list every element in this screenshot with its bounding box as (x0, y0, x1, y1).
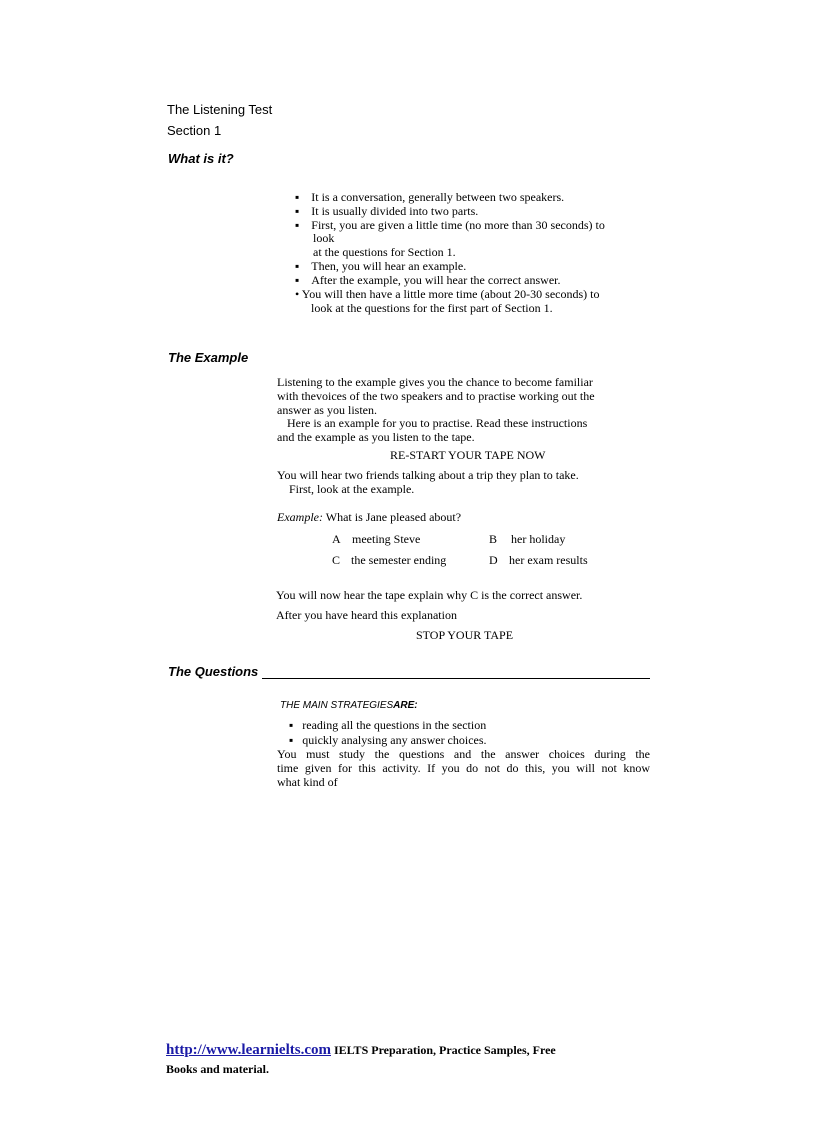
paragraph-line: what kind of (277, 775, 338, 789)
list-item-continuation: look at the questions for the first part of Section 1. (311, 301, 553, 315)
paragraph-line: You will hear two friends talking about a trip they plan to take. (277, 468, 579, 482)
footer (166, 1041, 556, 1059)
choice-letter: A (332, 532, 341, 546)
paragraph-line: time given for this activity. If you do not do this, you will not know (277, 761, 650, 775)
list-item: ▪ quickly analysing any answer choices. (289, 733, 487, 747)
paragraph-line: First, look at the example. (289, 482, 415, 496)
example-label: Example: (277, 510, 323, 524)
paragraph-line: Listening to the example gives you the chance to become familiar (277, 375, 593, 389)
choice-text: the semester ending (351, 553, 447, 567)
strategies-label: THE MAIN STRATEGIESARE: (280, 700, 418, 711)
section-rule (262, 678, 650, 679)
list-item: ▪ It is a conversation, generally between two speakers. (295, 190, 565, 204)
list-item: ▪ After the example, you will hear the correct answer. (295, 273, 561, 287)
restart-instruction: RE-START YOUR TAPE NOW (390, 448, 546, 462)
paragraph-line: and the example as you listen to the tape. (277, 430, 475, 444)
stop-instruction: STOP YOUR TAPE (416, 628, 514, 642)
footer-text: IELTS Preparation, Practice Samples, Free (330, 1043, 556, 1057)
list-item: ▪ reading all the questions in the section (289, 718, 487, 732)
list-item-continuation: at the questions for Section 1. (313, 245, 456, 259)
paragraph-line: After you have heard this explanation (276, 608, 457, 622)
choice-letter: B (489, 532, 498, 546)
example-heading: The Example (168, 350, 249, 365)
choice-text: meeting Steve (352, 532, 421, 546)
paragraph-line: with thevoices of the two speakers and to practise working out the (277, 389, 595, 403)
choice-letter: C (332, 553, 341, 567)
paragraph-line: Here is an example for you to practise. Read these instructions (287, 416, 588, 430)
list-item: ▪ Then, you will hear an example. (295, 259, 467, 273)
choice-text: her exam results (509, 553, 588, 567)
list-item: ▪ It is usually divided into two parts. (295, 204, 479, 218)
paragraph-line: answer as you listen. (277, 403, 377, 417)
paragraph-line: You will now hear the tape explain why C is the correct answer. (276, 588, 583, 602)
choice-letter: D (489, 553, 498, 567)
example-question: Example: What is Jane pleased about? (277, 510, 462, 524)
list-item: • You will then have a little more time (about 20-30 seconds) to (295, 287, 600, 301)
choice-text: her holiday (511, 532, 566, 546)
learnielts-link[interactable]: http://www.learnielts.com (166, 1042, 331, 1058)
list-item-continuation: look (313, 231, 335, 245)
page-title: The Listening Test (167, 102, 273, 117)
paragraph-line: You must study the questions and the answer choices during the (277, 747, 650, 761)
questions-heading: The Questions (168, 664, 259, 679)
what-is-it-heading: What is it? (168, 151, 234, 166)
footer-text-line2: Books and material. (166, 1062, 270, 1076)
list-item: ▪ First, you are given a little time (no more than 30 seconds) to (295, 218, 605, 232)
section-label: Section 1 (167, 123, 222, 138)
